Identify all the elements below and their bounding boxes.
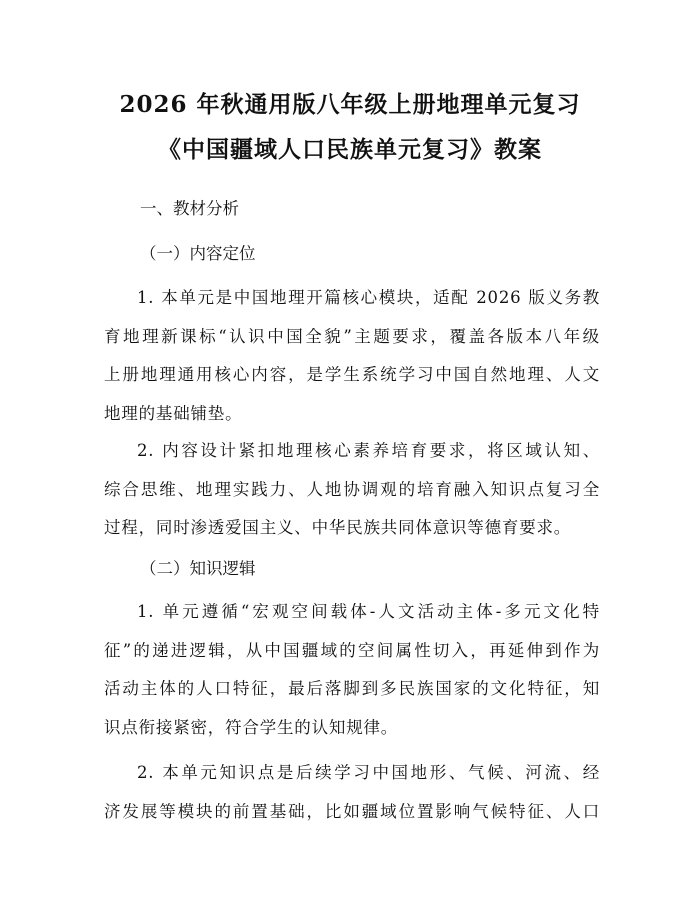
- paragraph-line: 1. 本单元是中国地理开篇核心模块，适配 2026 版义务教: [137, 288, 600, 307]
- paragraph-line: 综合思维、地理实践力、人地协调观的培育融入知识点复习全: [104, 479, 600, 499]
- paragraph-line: 活动主体的人口特征，最后落脚到多民族国家的文化特征，知: [104, 679, 600, 698]
- paragraph-line: 2. 内容设计紧扣地理核心素养培育要求，将区域认知、: [137, 441, 600, 460]
- paragraph-line: 1. 单元遵循“宏观空间载体-人文活动主体-多元文化特: [137, 602, 600, 621]
- document-title-line-1: 2026 年秋通用版八年级上册地理单元复习: [119, 91, 581, 118]
- subsection-heading-knowledge-logic: （二）知识逻辑: [140, 559, 256, 578]
- paragraph-line: 地理的基础铺垫。: [104, 403, 243, 423]
- subsection-heading-content-positioning: （一）内容定位: [140, 244, 256, 263]
- paragraph-knowledge-logic-1: [104, 593, 600, 747]
- paragraph-knowledge-logic-2: [104, 754, 600, 831]
- paragraph-line: 上册地理通用核心内容，是学生系统学习中国自然地理、人文: [104, 365, 600, 384]
- paragraph-line: 过程，同时渗透爱国主义、中华民族共同体意识等德育要求。: [104, 518, 572, 537]
- paragraph-line: 2. 本单元知识点是后续学习中国地形、气候、河流、经: [137, 763, 600, 782]
- section-heading-teaching-material-analysis: 一、教材分析: [140, 199, 239, 218]
- paragraph-line: 识点衔接紧密，符合学生的认知规律。: [104, 717, 399, 737]
- paragraph-line: 济发展等模块的前置基础，比如疆域位置影响气候特征、人口: [104, 801, 600, 821]
- paragraph-line: 征”的递进逻辑，从中国疆域的空间属性切入，再延伸到作为: [104, 640, 600, 660]
- paragraph-content-positioning-1: [104, 279, 600, 433]
- paragraph-line: 育地理新课标“认识中国全貌”主题要求，覆盖各版本八年级: [104, 326, 600, 346]
- paragraph-content-positioning-2: [104, 432, 600, 548]
- document-title-line-2: 《中国疆域人口民族单元复习》教案: [158, 136, 542, 163]
